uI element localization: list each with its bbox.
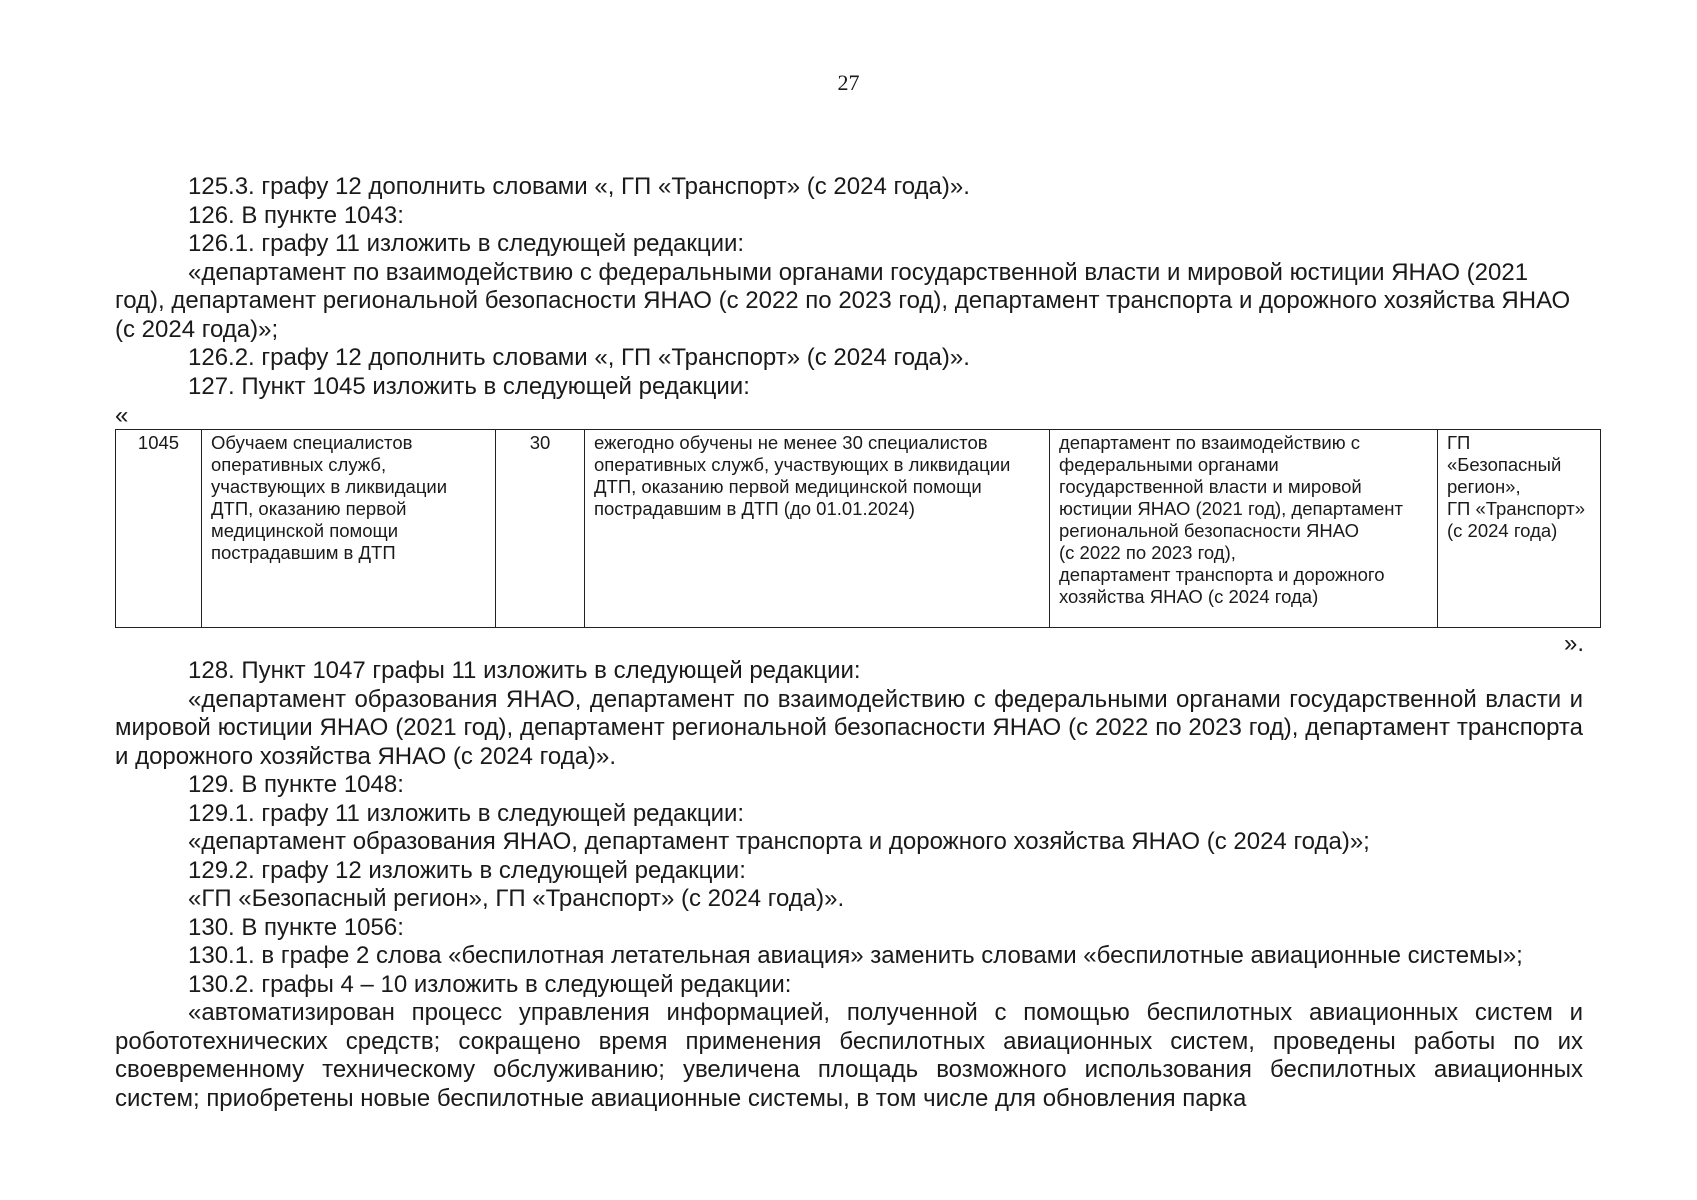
table-close-quote: ».	[1563, 630, 1584, 657]
paragraph-129-2-text: «ГП «Безопасный регион», ГП «Транспорт» (с 2024 года)».	[188, 885, 845, 912]
cell-value: 30	[496, 430, 585, 628]
paragraph-130-2-text: «автоматизирован процесс управления информацией, полученной с помощью беспилотных авиационных систем и робототехнических средств; сокращено время применения беспилотных авиационных систем, проведены работы по их своевременному техническому обслуживанию; увеличена площадь возможного использования беспилотных авиационных систем; приобретены новые беспилотные авиационные системы, в том числе для обновления парка	[115, 999, 1583, 1112]
paragraph-129: 129. В пункте 1048:	[188, 771, 404, 798]
cell-result: ежегодно обучены не менее 30 специалистов оперативных служб, участвующих в ликвидации ДТП, оказанию первой медицинской помощи пострадавшим в ДТП (до 01.01.2024)	[585, 430, 1050, 628]
paragraph-129-1-text: «департамент образования ЯНАО, департамент транспорта и дорожного хозяйства ЯНАО (с 2024 года)»;	[188, 828, 1370, 855]
cell-number: 1045	[116, 430, 202, 628]
top-text-block	[115, 173, 1583, 401]
paragraph-125-3: 125.3. графу 12 дополнить словами «, ГП «Транспорт» (с 2024 года)».	[188, 173, 970, 200]
amendment-table	[115, 429, 1601, 628]
paragraph-126: 126. В пункте 1043:	[188, 201, 404, 229]
paragraph-129-1: 129.1. графу 11 изложить в следующей редакции:	[188, 799, 745, 827]
paragraph-130-1: 130.1. в графе 2 слова «беспилотная летательная авиация» заменить словами «беспилотные авиационные системы»;	[188, 942, 1523, 969]
paragraph-126-1: 126.1. графу 11 изложить в следующей редакции:	[188, 230, 745, 257]
cell-measure: Обучаем специалистов оперативных служб, участвующих в ликвидации ДТП, оказанию первой медицинской помощи пострадавшим в ДТП	[202, 430, 496, 628]
paragraph-127: 127. Пункт 1045 изложить в следующей редакции:	[188, 372, 750, 400]
paragraph-126-2: 126.2. графу 12 дополнить словами «, ГП «Транспорт» (с 2024 года)».	[188, 344, 970, 371]
paragraph-130: 130. В пункте 1056:	[188, 913, 404, 941]
paragraph-130-2: 130.2. графы 4 – 10 изложить в следующей редакции:	[188, 970, 792, 998]
table-open-quote: «	[115, 402, 129, 429]
paragraph-129-2: 129.2. графу 12 изложить в следующей редакции:	[188, 856, 746, 884]
paragraph-128-text: «департамент образования ЯНАО, департамент по взаимодействию с федеральными органами государственной власти и мировой юстиции ЯНАО (2021 год), департамент региональной безопасности ЯНАО (с 2022 по 2023 год), департамент транспорта и дорожного хозяйства ЯНАО (с 2024 года)».	[115, 685, 1583, 770]
cell-responsible: департамент по взаимодействию с федеральными органами государственной власти и мировой юстиции ЯНАО (2021 год), департамент региональной безопасности ЯНАО (с 2022 по 2023 год), департамент транспорта и дорожного хозяйства ЯНАО (с 2024 года)	[1050, 430, 1438, 628]
paragraph-128: 128. Пункт 1047 графы 11 изложить в следующей редакции:	[188, 657, 861, 684]
paragraph-126-1-text: «департамент по взаимодействию с федеральными органами государственной власти и мировой юстиции ЯНАО (2021 год), департамент региональной безопасности ЯНАО (с 2022 по 2023 год), департамент транспорта и дорожного хозяйства ЯНАО (с 2024 года)»;	[115, 258, 1571, 343]
cell-programs: ГП «Безопасный регион», ГП «Транспорт» (с 2024 года)	[1438, 430, 1601, 628]
bottom-text-block	[115, 657, 1583, 1113]
page-number: 27	[837, 70, 860, 95]
table-row	[116, 430, 1601, 628]
